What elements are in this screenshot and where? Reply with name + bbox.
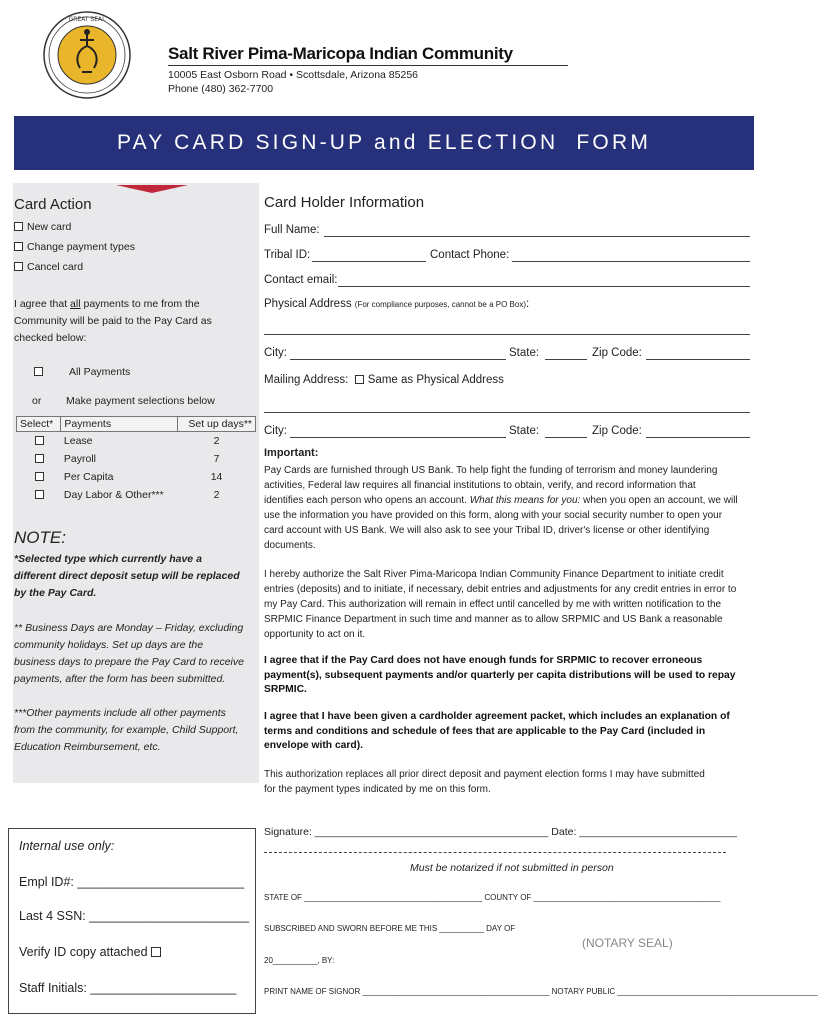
checkbox-icon[interactable] (35, 472, 44, 481)
contact-phone-label: Contact Phone: (430, 249, 510, 261)
mailing-state-label: State: (509, 425, 540, 437)
table-row: Payroll 7 (17, 450, 256, 468)
zip-label: Zip Code: (592, 347, 642, 359)
checkbox-icon[interactable] (35, 490, 44, 499)
last4-ssn-field[interactable]: Last 4 SSN: _______________________ (19, 909, 250, 923)
state-input[interactable] (545, 359, 587, 360)
form-title-banner (14, 116, 754, 170)
subscribed-line[interactable]: SUBSCRIBED AND SWORN BEFORE ME THIS __________ DAY OF (264, 924, 516, 933)
notary-seal-placeholder: (NOTARY SEAL) (582, 936, 673, 950)
mailing-zip-label: Zip Code: (592, 425, 642, 437)
checkbox-icon[interactable] (355, 375, 364, 384)
tribal-id-input[interactable] (312, 261, 426, 262)
note-business-days: ** Business Days are Monday – Friday, excluding community holidays. Set up days are the business days to prepare the Pay Card to receive payments, after the form has been submitted. (14, 622, 244, 685)
organization-name: Salt River Pima-Maricopa Indian Community (168, 44, 513, 63)
contact-email-input[interactable] (338, 286, 750, 287)
note-selected-type: *Selected type which currently have a different direct deposit setup will be replaced by the Pay Card. (14, 553, 240, 599)
checkbox-icon[interactable] (14, 222, 23, 231)
authorization-paragraph: I hereby authorize the Salt River Pima-Maricopa Indian Community Finance Department to initiate credit entries (deposits) and to initiate, if necessary, debit entries and adjustments for any credit entries in error to my Pay Card. This authorization will remain in effect until cancelled by me with written notification to the SRPMIC Finance Department in such time and manner as to allow SRPMIC and US Bank a reasonable opportunity to act on it. (264, 569, 737, 640)
col-select: Select* (17, 417, 61, 432)
mailing-state-input[interactable] (545, 437, 587, 438)
internal-use-box (8, 828, 256, 1014)
option-cancel-card[interactable]: Cancel card (14, 261, 83, 273)
signature-date-line[interactable]: Signature: ________________________________________ Date: ___________________________ (264, 826, 737, 838)
checkbox-icon[interactable] (151, 947, 161, 957)
empl-id-field[interactable]: Empl ID#: ________________________ (19, 875, 245, 889)
year-by-line[interactable]: 20__________, BY: (264, 956, 335, 965)
contact-email-label: Contact email: (264, 274, 338, 286)
important-paragraph-us-bank: Pay Cards are furnished through US Bank. To help fight the funding of terrorism and money laundering activities, Federal law requires all financial institutions to obtain, verify, and record information that identifies each person who opens an account. What this means for you: when you open an account, we will use the information you have provided on this form, along with your social security number to open your card account with US Bank. We will also ask to see your Tribal ID, driver's license or other identifying documents. (264, 465, 738, 551)
staff-initials-field[interactable]: Staff Initials: _____________________ (19, 981, 237, 995)
card-action-title: Card Action (14, 196, 92, 213)
col-payments: Payments (61, 417, 178, 432)
agree-funds-paragraph: I agree that if the Pay Card does not have enough funds for SRPMIC to recover erroneous payment(s), subsequent payments and/or quarterly per capita distributions will be used to repay SRPMIC. (264, 655, 736, 695)
full-name-label: Full Name: (264, 224, 320, 236)
table-row: Lease 2 (17, 432, 256, 451)
tribal-id-label: Tribal ID: (264, 249, 311, 261)
checkbox-icon[interactable] (34, 367, 43, 376)
verify-id-field[interactable]: Verify ID copy attached (19, 945, 165, 959)
mailing-city-label: City: (264, 425, 287, 437)
mailing-city-input[interactable] (290, 437, 506, 438)
notarized-note: Must be notarized if not submitted in person (410, 862, 614, 874)
city-label: City: (264, 347, 287, 359)
checkbox-icon[interactable] (35, 436, 44, 445)
state-county-line[interactable]: STATE OF ________________________________________ COUNTY OF __________________________________________ (264, 893, 721, 902)
organization-address (168, 68, 418, 96)
print-name-line[interactable]: PRINT NAME OF SIGNOR __________________________________________ NOTARY PUBLIC _____________________________________________ (264, 987, 818, 996)
all-payments-label: All Payments (69, 366, 131, 378)
option-new-card[interactable]: New card (14, 221, 71, 233)
state-label: State: (509, 347, 540, 359)
all-payments-checkbox[interactable] (34, 366, 47, 378)
card-holder-title: Card Holder Information (264, 194, 425, 211)
note-other-payments: ***Other payments include all other payments from the community, for example, Child Support, Education Reimbursement, etc. (14, 707, 239, 753)
make-selections-label: Make payment selections below (66, 395, 215, 407)
form-title: PAY CARD SIGN-UP and ELECTION FORM (116, 131, 652, 154)
important-title: Important: (264, 447, 319, 459)
physical-address-label: Physical Address (For compliance purposes, cannot be a PO Box): (264, 298, 530, 310)
note-title: NOTE: (14, 528, 66, 547)
same-as-physical-label: Same as Physical Address (367, 374, 504, 386)
zip-input[interactable] (646, 359, 750, 360)
mailing-address-label: Mailing Address: Same as Physical Address (264, 374, 504, 386)
agree-all-payments-text: I agree that all payments to me from the Community will be paid to the Pay Card as checked below: (14, 298, 212, 344)
mailing-zip-input[interactable] (646, 437, 750, 438)
agree-packet-paragraph: I agree that I have been given a cardholder agreement packet, which includes an explanation of terms and conditions and schedule of fees that are applicable to the Pay Card (included in envelope with card). (264, 711, 730, 751)
signature-divider (264, 852, 726, 853)
city-input[interactable] (290, 359, 506, 360)
community-seal-logo (42, 10, 132, 100)
physical-address-input[interactable] (264, 334, 750, 335)
checkbox-icon[interactable] (14, 262, 23, 271)
address-line: 10005 East Osborn Road • Scottsdale, Arizona 85256 (168, 69, 419, 81)
checkbox-icon[interactable] (35, 454, 44, 463)
checkbox-icon[interactable] (14, 242, 23, 251)
table-row: Per Capita 14 (17, 468, 256, 486)
table-row: Day Labor & Other*** 2 (17, 486, 256, 504)
col-setup-days: Set up days** (178, 417, 256, 432)
seal-text: GREAT SEAL (68, 16, 106, 23)
option-change-payment-types[interactable]: Change payment types (14, 241, 135, 253)
contact-phone-input[interactable] (512, 261, 750, 262)
full-name-input[interactable] (324, 236, 750, 237)
replaces-forms-paragraph: This authorization replaces all prior direct deposit and payment election forms I may have submitted for the payment types indicated by me on this form. (264, 769, 705, 795)
payment-selection-table (16, 416, 256, 504)
internal-use-title: Internal use only: (19, 839, 115, 853)
phone-line: Phone (480) 362-7700 (168, 83, 274, 95)
mailing-address-input[interactable] (264, 412, 750, 413)
or-label: or (32, 395, 42, 407)
banner-notch (116, 185, 188, 193)
